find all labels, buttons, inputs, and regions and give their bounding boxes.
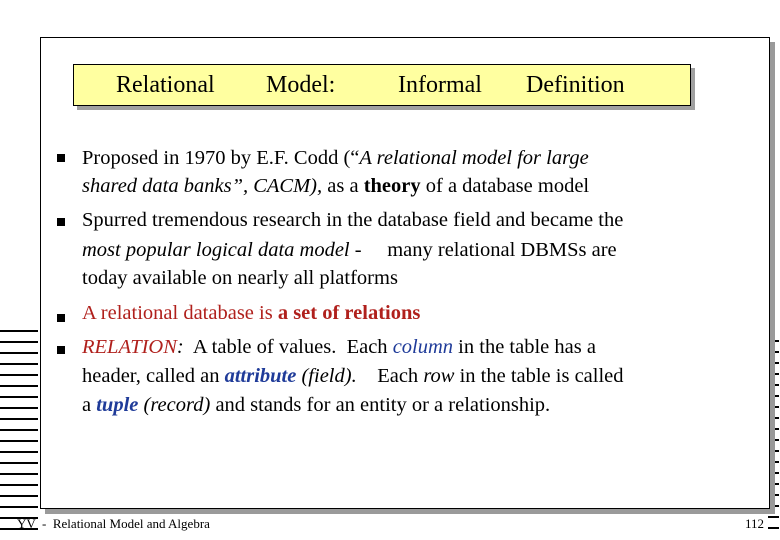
bullet-3-line: A relational database is a set of relations: [82, 302, 421, 324]
title-word: Definition: [526, 71, 625, 98]
bullet-4-line-3: a tuple (record) and stands for an entity or a relationship.: [82, 394, 551, 416]
bullet-2-line-1: Spurred tremendous research in the database field and became the: [82, 209, 624, 231]
title-word: Model:: [266, 71, 336, 98]
left-decoration-lines: [0, 330, 40, 539]
bullet-2-line-2: most popular logical data model - many relational DBMSs are: [82, 239, 617, 261]
title-word: Relational: [116, 71, 215, 98]
bullet-1-line-1: Proposed in 1970 by E.F. Codd (“A relational model for large: [82, 147, 589, 169]
page-number: 112: [744, 516, 764, 531]
bullet-1-line-2: shared data banks”, CACM), as a theory of a database model: [82, 175, 590, 197]
slide-title: [73, 64, 691, 106]
title-word: Informal: [398, 71, 482, 98]
bullet-marker: [57, 218, 65, 226]
bullet-marker: [57, 314, 65, 322]
bullet-2-line-3: today available on nearly all platforms: [82, 267, 398, 289]
footer-course-title: YV - Relational Model and Algebra: [17, 516, 210, 531]
bullet-marker: [57, 154, 65, 162]
bullet-marker: [57, 346, 65, 354]
bullet-4-line-2: header, called an attribute (field). Each row in the table is called: [82, 365, 624, 387]
bullet-4-line-1: RELATION: A table of values. Each column in the table has a: [82, 336, 596, 358]
